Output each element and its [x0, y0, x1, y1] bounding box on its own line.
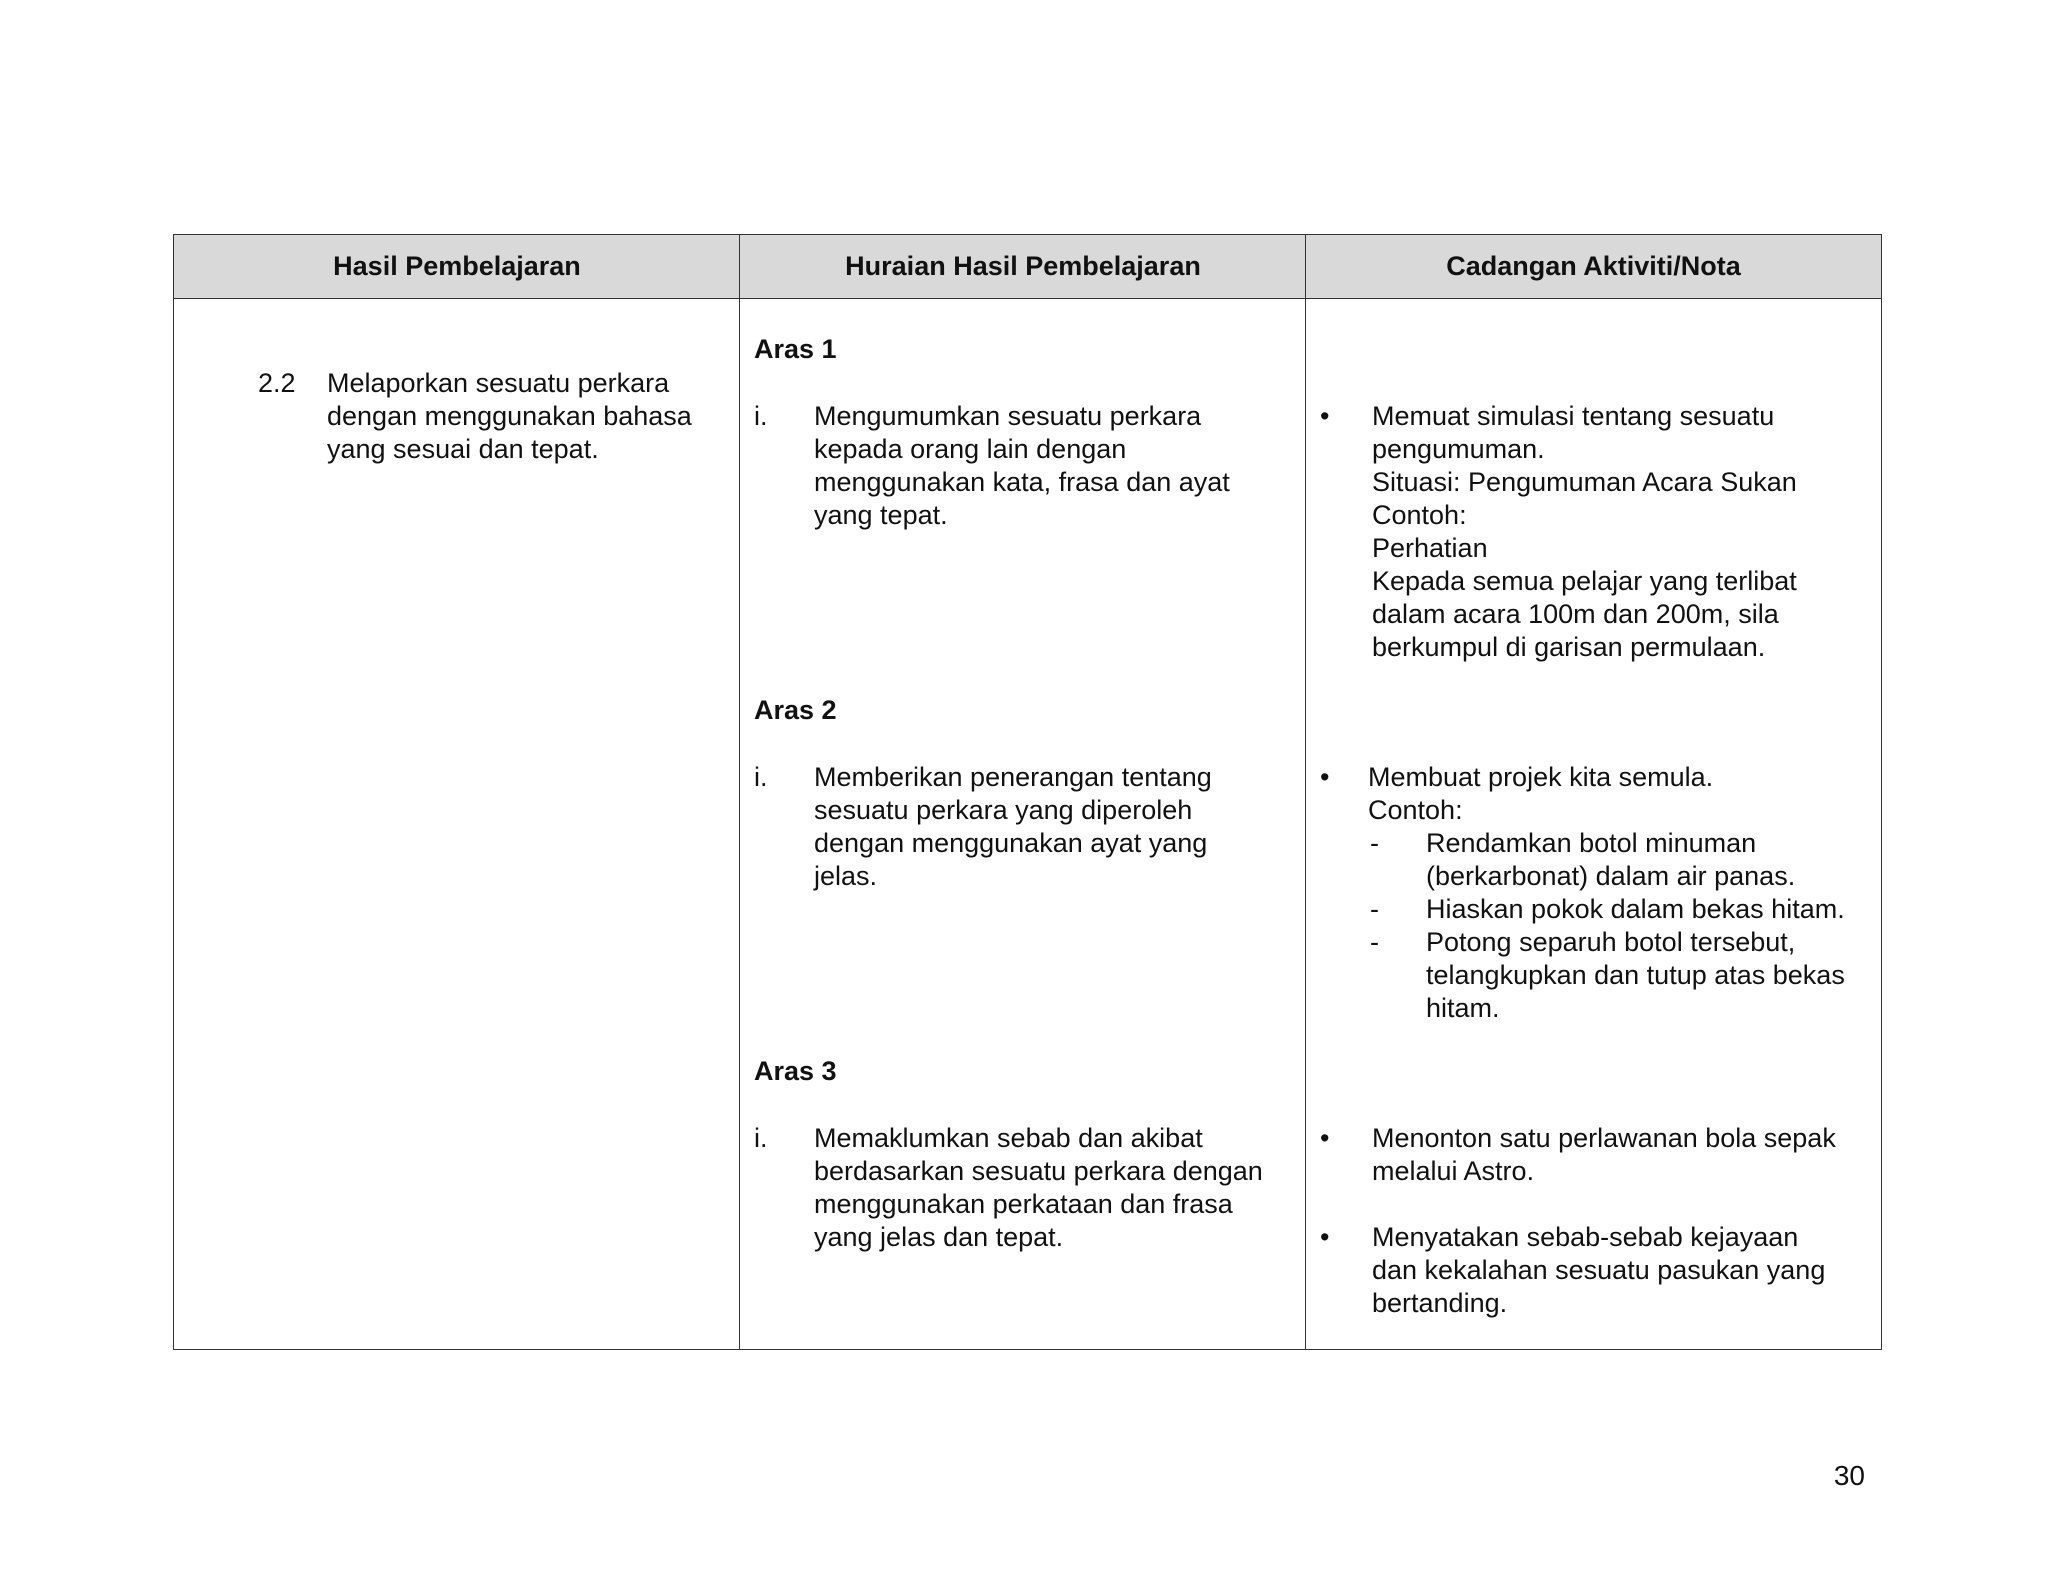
step-line: telangkupkan dan tutup atas bekas: [1426, 960, 1845, 990]
activity-line: Perhatian: [1372, 533, 1488, 563]
dash: -: [1370, 828, 1379, 858]
level-marker: i.: [754, 1123, 768, 1153]
bullet: •: [1320, 1222, 1330, 1252]
page-number: 30: [1833, 1460, 1865, 1491]
level-line: berdasarkan sesuatu perkara dengan: [814, 1156, 1263, 1186]
dash: -: [1370, 894, 1379, 924]
step-line: Hiaskan pokok dalam bekas hitam.: [1426, 894, 1845, 924]
activity-line: Menyatakan sebab-sebab kejayaan: [1372, 1222, 1799, 1252]
level-title: Aras 1: [754, 334, 837, 364]
bullet: •: [1320, 1123, 1330, 1153]
activity-line: Situasi: Pengumuman Acara Sukan: [1372, 467, 1797, 497]
level-line: Memaklumkan sebab dan akibat: [814, 1123, 1203, 1153]
activity-line: dan kekalahan sesuatu pasukan yang: [1372, 1255, 1826, 1285]
level-line: yang jelas dan tepat.: [814, 1222, 1064, 1252]
step-line: (berkarbonat) dalam air panas.: [1426, 861, 1796, 891]
outcome-line: Melaporkan sesuatu perkara: [327, 368, 670, 398]
bullet: •: [1320, 401, 1330, 431]
header-hasil-pembelajaran: Hasil Pembelajaran: [174, 235, 740, 299]
level-line: jelas.: [814, 861, 878, 891]
header-huraian: Huraian Hasil Pembelajaran: [740, 235, 1306, 299]
activity-line: Membuat projek kita semula.: [1368, 762, 1714, 792]
activity-line: bertanding.: [1372, 1288, 1508, 1318]
activity-line: dalam acara 100m dan 200m, sila: [1372, 599, 1779, 629]
level-marker: i.: [754, 762, 768, 792]
activity-line: Menonton satu perlawanan bola sepak: [1372, 1123, 1836, 1153]
level-title: Aras 3: [754, 1056, 837, 1086]
step-line: hitam.: [1426, 993, 1500, 1023]
level-line: menggunakan kata, frasa dan ayat: [814, 467, 1230, 497]
column-divider: [739, 235, 740, 1349]
level-line: kepada orang lain dengan: [814, 434, 1127, 464]
header-cadangan-aktiviti: Cadangan Aktiviti/Nota: [1306, 235, 1881, 299]
level-marker: i.: [754, 401, 768, 431]
level-line: dengan menggunakan ayat yang: [814, 828, 1208, 858]
step-line: Potong separuh botol tersebut,: [1426, 927, 1796, 957]
level-line: Memberikan penerangan tentang: [814, 762, 1212, 792]
outcome-number: 2.2: [258, 368, 296, 398]
level-title: Aras 2: [754, 695, 837, 725]
activity-line: pengumuman.: [1372, 434, 1545, 464]
outcome-line: dengan menggunakan bahasa: [327, 401, 692, 431]
level-line: Mengumumkan sesuatu perkara: [814, 401, 1202, 431]
level-line: menggunakan perkataan dan frasa: [814, 1189, 1233, 1219]
dash: -: [1370, 927, 1379, 957]
activity-line: berkumpul di garisan permulaan.: [1372, 632, 1766, 662]
activity-line: Contoh:: [1372, 500, 1467, 530]
outcome-line: yang sesuai dan tepat.: [327, 434, 599, 464]
curriculum-table: [173, 234, 1882, 1350]
bullet: •: [1320, 762, 1330, 792]
step-line: Rendamkan botol minuman: [1426, 828, 1757, 858]
activity-line: Contoh:: [1368, 795, 1463, 825]
activity-line: melalui Astro.: [1372, 1156, 1535, 1186]
activity-line: Memuat simulasi tentang sesuatu: [1372, 401, 1775, 431]
activity-line: Kepada semua pelajar yang terlibat: [1372, 566, 1797, 596]
level-line: sesuatu perkara yang diperoleh: [814, 795, 1193, 825]
level-line: yang tepat.: [814, 500, 948, 530]
column-divider: [1305, 235, 1306, 1349]
